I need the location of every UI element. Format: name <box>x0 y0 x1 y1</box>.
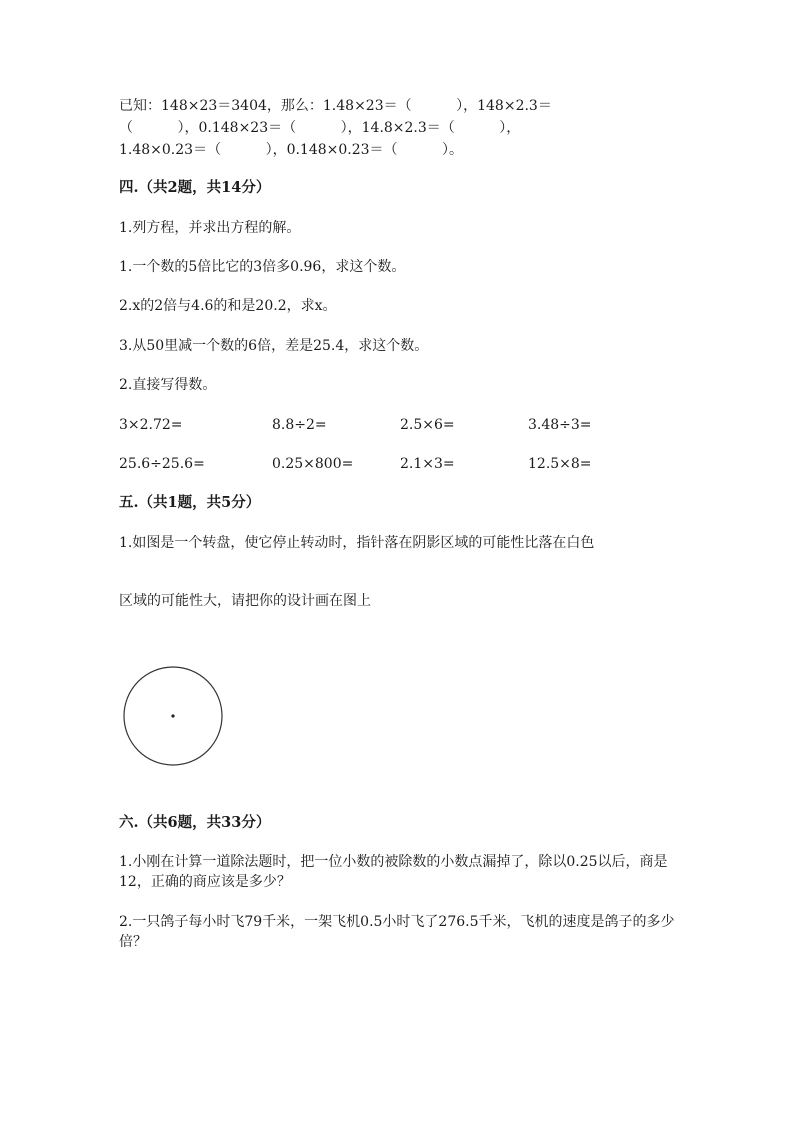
section-5-q1-line-1: 1.如图是一个转盘，使它停止转动时，指针落在阴影区域的可能性比落在白色 <box>119 535 595 551</box>
section-6-q1: 1.小刚在计算一道除法题时，把一位小数的被除数的小数点漏掉了，除以0.25以后，商是12，正确的商应该是多少？ <box>119 854 668 890</box>
calc-row-2-item-4: 12.5×8= <box>528 456 592 472</box>
calc-row-2-item-2: 0.25×800= <box>272 456 354 472</box>
section-4-q1-item-3: 3.从50里减一个数的6倍，差是25.4，求这个数。 <box>119 338 429 354</box>
spinner-center-dot <box>171 714 174 717</box>
section-4-heading: 四.（共2题，共14分） <box>119 179 271 196</box>
section-5-heading: 五.（共1题，共5分） <box>119 494 261 511</box>
intro-line-3: 1.48×0.23＝（ ），0.148×0.23＝（ ）。 <box>119 142 464 158</box>
section-6-q2: 2.一只鸽子每小时飞79千米，一架飞机0.5小时飞了276.5千米，飞机的速度是鸽子的多少倍？ <box>119 914 675 950</box>
calc-row-2-item-1: 25.6÷25.6= <box>119 456 205 472</box>
calc-row-1-item-2: 8.8÷2= <box>272 417 327 433</box>
spinner-circle-figure[interactable] <box>122 665 224 767</box>
intro-line-1: 已知：148×23＝3404，那么：1.48×23＝（ ），148×2.3＝ <box>119 98 552 114</box>
section-5-q1-line-2: 区域的可能性大，请把你的设计画在图上 <box>119 593 371 609</box>
calc-row-2-item-3: 2.1×3= <box>400 456 455 472</box>
intro-line-2: （ ），0.148×23＝（ ），14.8×2.3＝（ ）， <box>119 120 521 136</box>
section-6-heading: 六.（共6题，共33分） <box>119 814 271 831</box>
calc-row-1-item-3: 2.5×6= <box>400 417 455 433</box>
section-4-q2-title: 2.直接写得数。 <box>119 377 217 393</box>
calc-row-1-item-4: 3.48÷3= <box>528 417 592 433</box>
calc-row-1-item-1: 3×2.72= <box>119 417 183 433</box>
section-4-q1-item-1: 1.一个数的5倍比它的3倍多0.96，求这个数。 <box>119 259 406 275</box>
section-4-q1-title: 1.列方程，并求出方程的解。 <box>119 220 301 236</box>
section-4-q1-item-2: 2.x的2倍与4.6的和是20.2，求x。 <box>119 298 337 314</box>
